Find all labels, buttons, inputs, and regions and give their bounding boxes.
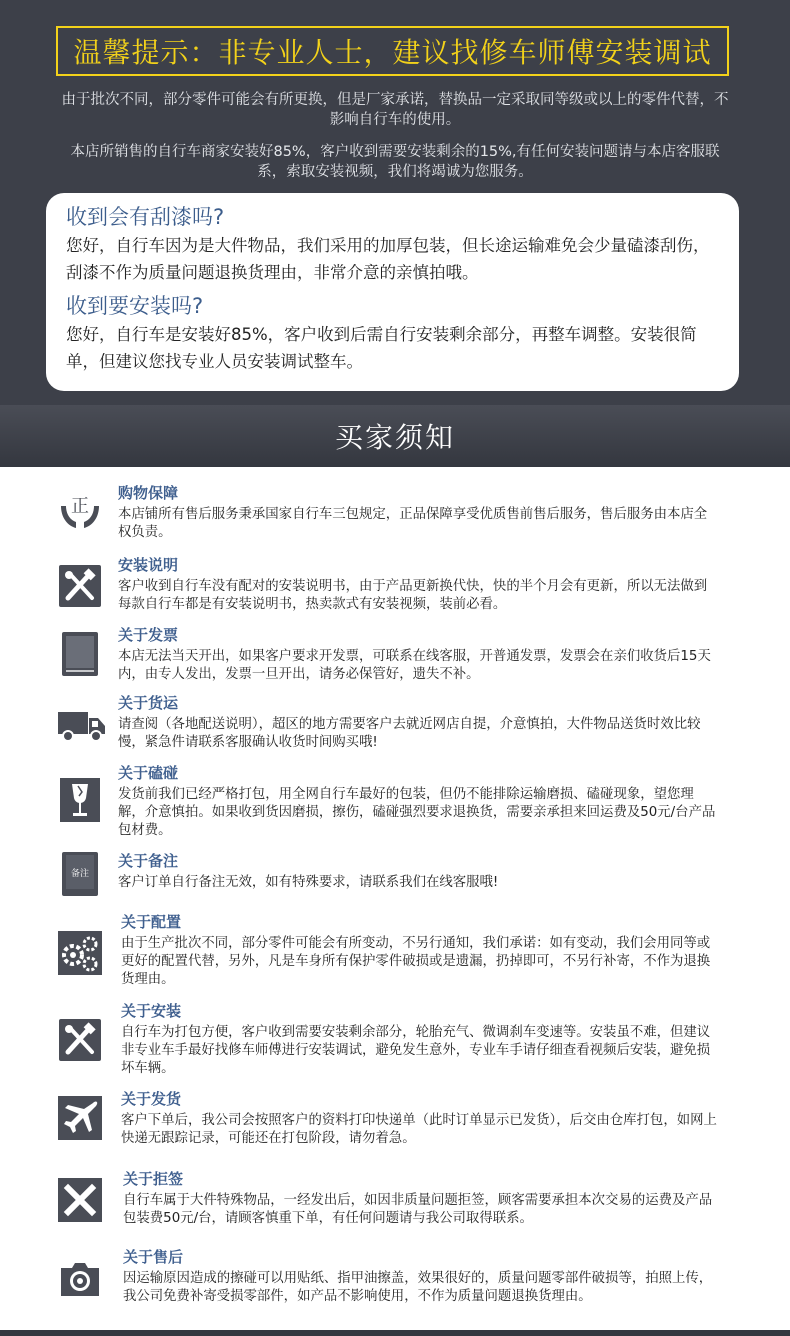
qa-question: 收到要安装吗? — [66, 294, 204, 318]
notice-body: 因运输原因造成的擦碰可以用贴纸、指甲油擦盖，效果很好的，质量问题零部件破损等，拍照上传，我公司免费补寄受损零部件，如产品不影响使用，不作为质量问题退换货理由。 — [123, 1271, 713, 1304]
notice-title: 关于安装 — [121, 1002, 182, 1020]
qa-answer: 您好，自行车因为是大件物品，我们采用的加厚包装，但长途运输难免会少量磕漆刮伤，刮漆不作为质量问题退换货理由，非常介意的亲慎拍哦。 — [66, 236, 710, 282]
notice-title: 关于拒签 — [123, 1170, 184, 1188]
icon-glyph: 备注 — [70, 869, 90, 879]
section-title: 买家须知 — [334, 421, 455, 454]
notice-body: 请查阅（各地配送说明），超区的地方需要客户去就近网店自提，介意慎拍，大件物品送货时效比较慢，紧急件请联系客服确认收货时间购买哦! — [118, 717, 701, 750]
notice-title: 关于发货 — [121, 1090, 182, 1108]
notice-title: 关于备注 — [118, 852, 179, 870]
shield-hands-icon — [58, 488, 102, 532]
notice-body: 发货前我们已经严格打包，用全网自行车最好的包装，但仍不能排除运输磨损、磕碰现象，望您理解，介意慎拍。如果收到货因磨损，擦伤，磕碰强烈要求退换货，需要亲承担来回运费及50元/台产品包材费。 — [118, 787, 716, 838]
airplane-icon — [58, 1096, 102, 1140]
notice-body: 由于生产批次不同，部分零件可能会有所变动，不另行通知，我们承诺：如有变动，我们会用同等或更好的配置代替，另外，凡是车身所有保护零件破损或是遗漏，扔掉即可，不另行补寄，不作为退换货理由。 — [121, 936, 711, 987]
qa-card — [46, 193, 739, 391]
icon-glyph: 正 — [71, 496, 89, 517]
section-header — [0, 405, 790, 467]
invoice-icon — [58, 632, 102, 676]
intro-parts-notice: 由于批次不同，部分零件可能会有所更换，但是厂家承诺，替换品一定采取同等级或以上的零件代替，不影响自行车的使用。 — [61, 92, 729, 128]
truck-icon — [58, 704, 106, 748]
notice-title: 关于磕碰 — [118, 764, 179, 782]
tools-icon — [58, 564, 102, 608]
qa-item — [66, 291, 719, 375]
notice-title: 关于货运 — [118, 694, 179, 712]
qa-question: 收到会有刮漆吗? — [66, 205, 225, 229]
intro-install-notice: 本店所销售的自行车商家安装好85%，客户收到需要安装剩余的15%,有任何安装问题请与本店客服联系，索取安装视频，我们将竭诚为您服务。 — [70, 144, 720, 180]
gears-icon — [58, 931, 102, 975]
notice-body: 自行车为打包方便，客户收到需要安装剩余部分，轮胎充气、微调刹车变速等。安装虽不难，但建议非专业车手最好找修车师傅进行安装调试，避免发生意外，专业车手请仔细查看视频后安装，避免损坏车辆。 — [121, 1025, 711, 1076]
top-section — [0, 0, 790, 405]
reject-cross-icon — [58, 1178, 102, 1222]
notice-body: 本店无法当天开出，如果客户要求开发票，可联系在线客服，开普通发票，发票会在亲们收货后15天内，由专人发出，发票一旦开出，请务必保管好，遗失不补。 — [118, 649, 711, 682]
notice-body: 本店铺所有售后服务秉承国家自行车三包规定，正品保障享受优质售前售后服务，售后服务由本店全权负责。 — [118, 507, 708, 540]
notice-title: 安装说明 — [118, 556, 179, 574]
warning-banner: 温馨提示：非专业人士，建议找修车师傅安装调试 — [56, 26, 729, 76]
notice-title: 关于售后 — [123, 1248, 184, 1266]
notice-body: 客户订单自行备注无效，如有特殊要求，请联系我们在线客服哦! — [118, 875, 499, 890]
notice-body: 自行车属于大件特殊物品，一经发出后，如因非质量问题拒签，顾客需要承担本次交易的运费及产品包装费50元/台，请顾客慎重下单，有任何问题请与我公司取得联系。 — [123, 1193, 713, 1226]
notice-title: 购物保障 — [118, 484, 179, 502]
note-book-icon — [58, 852, 102, 896]
bottom-divider — [0, 1330, 790, 1336]
qa-item — [66, 202, 719, 286]
notice-title: 关于配置 — [121, 913, 182, 931]
camera-icon — [58, 1258, 102, 1302]
notice-body: 客户下单后，我公司会按照客户的资料打印快递单（此时订单显示已发货），后交由仓库打包，如网上快递无跟踪记录，可能还在打包阶段，请勿着急。 — [121, 1113, 717, 1146]
qa-answer: 您好，自行车是安装好85%，客户收到后需自行安装剩余部分，再整车调整。安装很简单，但建议您找专业人员安装调试整车。 — [66, 325, 697, 371]
notice-body: 客户收到自行车没有配对的安装说明书，由于产品更新换代快，快的半个月会有更新，所以无法做到每款自行车都是有安装说明书，热卖款式有安装视频，装前必看。 — [118, 579, 708, 612]
notice-title: 关于发票 — [118, 626, 179, 644]
fragile-glass-icon — [58, 778, 102, 822]
tools-icon — [58, 1018, 102, 1062]
